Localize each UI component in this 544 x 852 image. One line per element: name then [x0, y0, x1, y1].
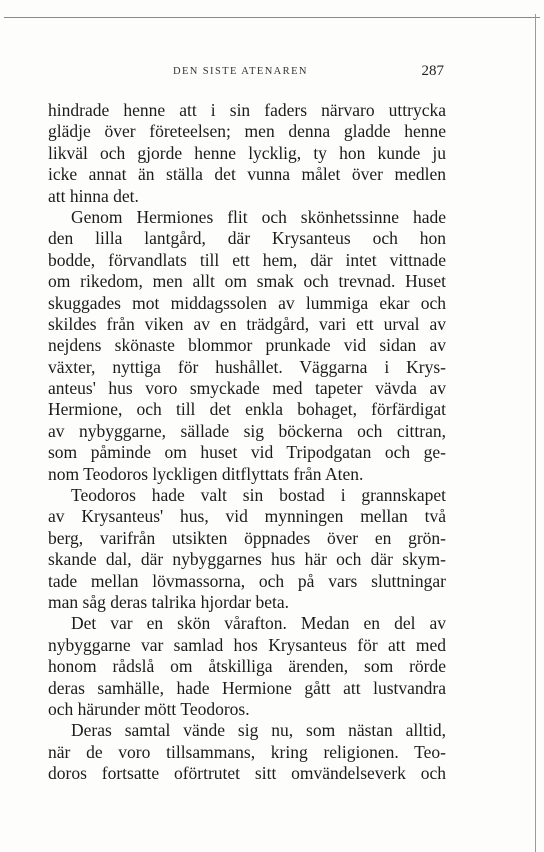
text-line: berg, varifrån utsikten öppnades över en grön- [48, 527, 446, 548]
paragraph-5 [48, 720, 446, 784]
text-line: Teodoros hade valt sin bostad i grannskapet [71, 485, 446, 506]
text-line: glädje över företeelsen; men denna gladde henne [48, 121, 446, 142]
text-line: skildes från viken av en trädgård, vari ett urval av [48, 313, 446, 334]
text-line: doros fortsatte oförtrutet sitt omvändelseverk och [48, 763, 446, 784]
text-line: honom rådslå om åtskilliga ärenden, som rörde [48, 656, 446, 677]
text-line: anteus' hus voro smyckade med tapeter vävda av [48, 378, 446, 399]
text-line: Deras samtal vände sig nu, som nästan alltid, [71, 720, 446, 741]
text-line: Det var en skön vårafton. Medan en del av [71, 613, 446, 634]
paragraph-3 [48, 485, 446, 613]
text-line: skande dal, där nybyggarnes hus här och där skym- [48, 549, 446, 570]
page-number: 287 [421, 63, 444, 79]
text-line: den lilla lantgård, där Krysanteus och hon [48, 228, 446, 249]
running-title: DEN SISTE ATENAREN [173, 66, 308, 77]
text-line: och härunder mött Teodoros. [48, 698, 250, 719]
text-line: som påminde om huset vid Tripodgatan och ge- [48, 442, 446, 463]
text-line: skuggades mot middagssolen av lummiga ekar och [48, 292, 446, 313]
text-line: Genom Hermiones flit och skönhetssinne hade [71, 206, 446, 227]
text-line: när de voro tillsammans, kring religionen. Teo- [48, 741, 446, 762]
text-line: växter, nyttiga för hushållet. Väggarna i Krys- [48, 356, 446, 377]
text-line: hindrade henne att i sin faders närvaro uttrycka [48, 100, 446, 120]
paragraph-1 [48, 100, 446, 207]
text-line: nejdens skönaste blommor prunkade vid sidan av [48, 335, 446, 356]
paragraph-2 [48, 207, 446, 485]
text-line: att hinna det. [48, 185, 139, 206]
text-line: man såg deras talrika hjordar beta. [48, 591, 290, 612]
text-line: nom Teodoros lyckligen ditflyttats från Aten. [48, 463, 364, 484]
text-line: av Krysanteus' hus, vid mynningen mellan två [48, 506, 446, 527]
body-text [48, 100, 446, 785]
text-line: bodde, förvandlats till ett hem, där intet vittnade [48, 249, 446, 270]
text-line: deras samhälle, hade Hermione gått att lustvandra [48, 677, 446, 698]
text-line: om rikedom, men allt om smak och trevnad. Huset [48, 271, 446, 292]
text-line: icke annat än ställa det vunna målet över medlen [48, 164, 446, 185]
text-line: av nybyggarne, sällade sig böckerna och cittran, [48, 420, 446, 441]
page-header [48, 63, 446, 83]
paragraph-4 [48, 613, 446, 720]
text-line: likväl och gjorde henne lycklig, ty hon kunde ju [48, 142, 446, 163]
text-line: nybyggarne var samlad hos Krysanteus för att med [48, 634, 446, 655]
text-line: Hermione, och till det enkla bohaget, förfärdigat [48, 399, 446, 420]
page-edge-rule [535, 14, 536, 852]
text-line: tade mellan lövmassorna, och på vars sluttningar [48, 570, 446, 591]
top-rule [4, 17, 540, 18]
